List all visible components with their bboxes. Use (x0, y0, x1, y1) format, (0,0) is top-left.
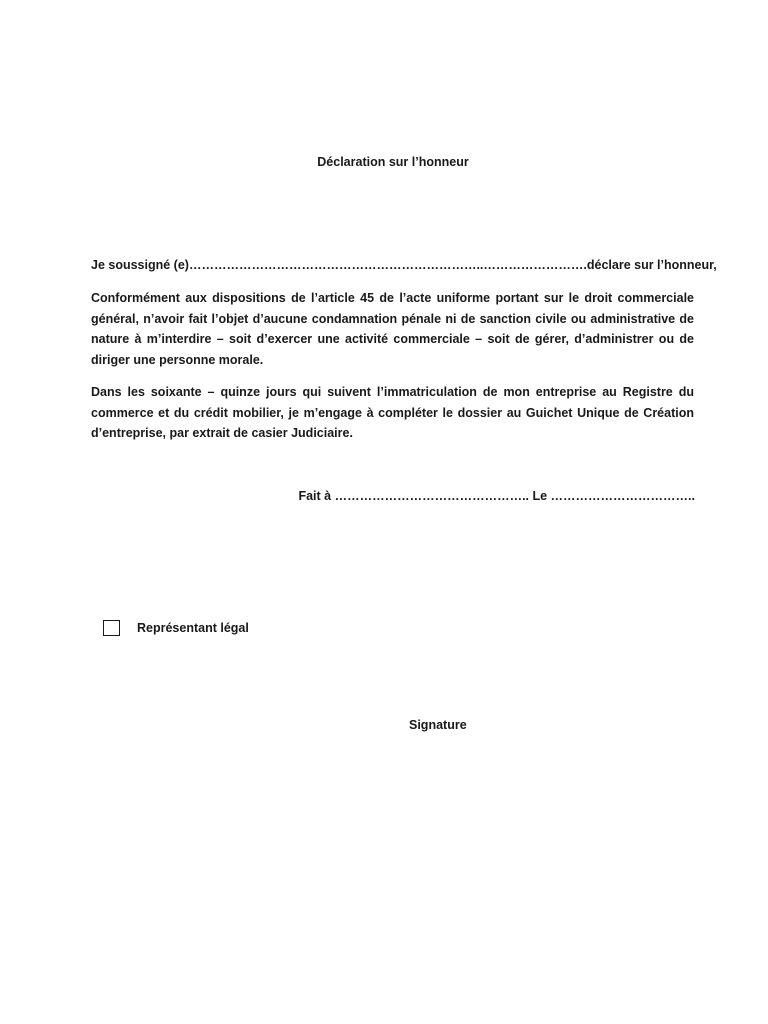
paragraph-engagement: Dans les soixante – quinze jours qui suivent l’immatriculation de mon entreprise au Registre du commerce et du crédit mobilier, je m’engage à compléter le dossier au Guichet Unique de Création d’entreprise, par extrait de casier Judiciaire. (91, 385, 694, 440)
document-title: Déclaration sur l’honneur (317, 155, 469, 169)
representant-legal-checkbox[interactable] (103, 620, 120, 636)
paragraph-conformement: Conformément aux dispositions de l’article 45 de l’acte uniforme portant sur le droit commerciale général, n’avoir fait l’objet d’aucune condamnation pénale ni de sanction civile ou administrative de nature à m’interdire – soit d’exercer une activité commerciale – soit de gérer, d’administrer ou de diriger une personne morale. (91, 291, 694, 367)
place-date-line: Fait à ……………………………………….. Le …………………………….. (298, 489, 695, 503)
representant-legal-label: Représentant légal (137, 621, 249, 635)
declaration-line: Je soussigné (e)……………………………………………………………..…………………….déclare sur l’honneur, (91, 258, 717, 272)
signature-label: Signature (409, 718, 467, 732)
